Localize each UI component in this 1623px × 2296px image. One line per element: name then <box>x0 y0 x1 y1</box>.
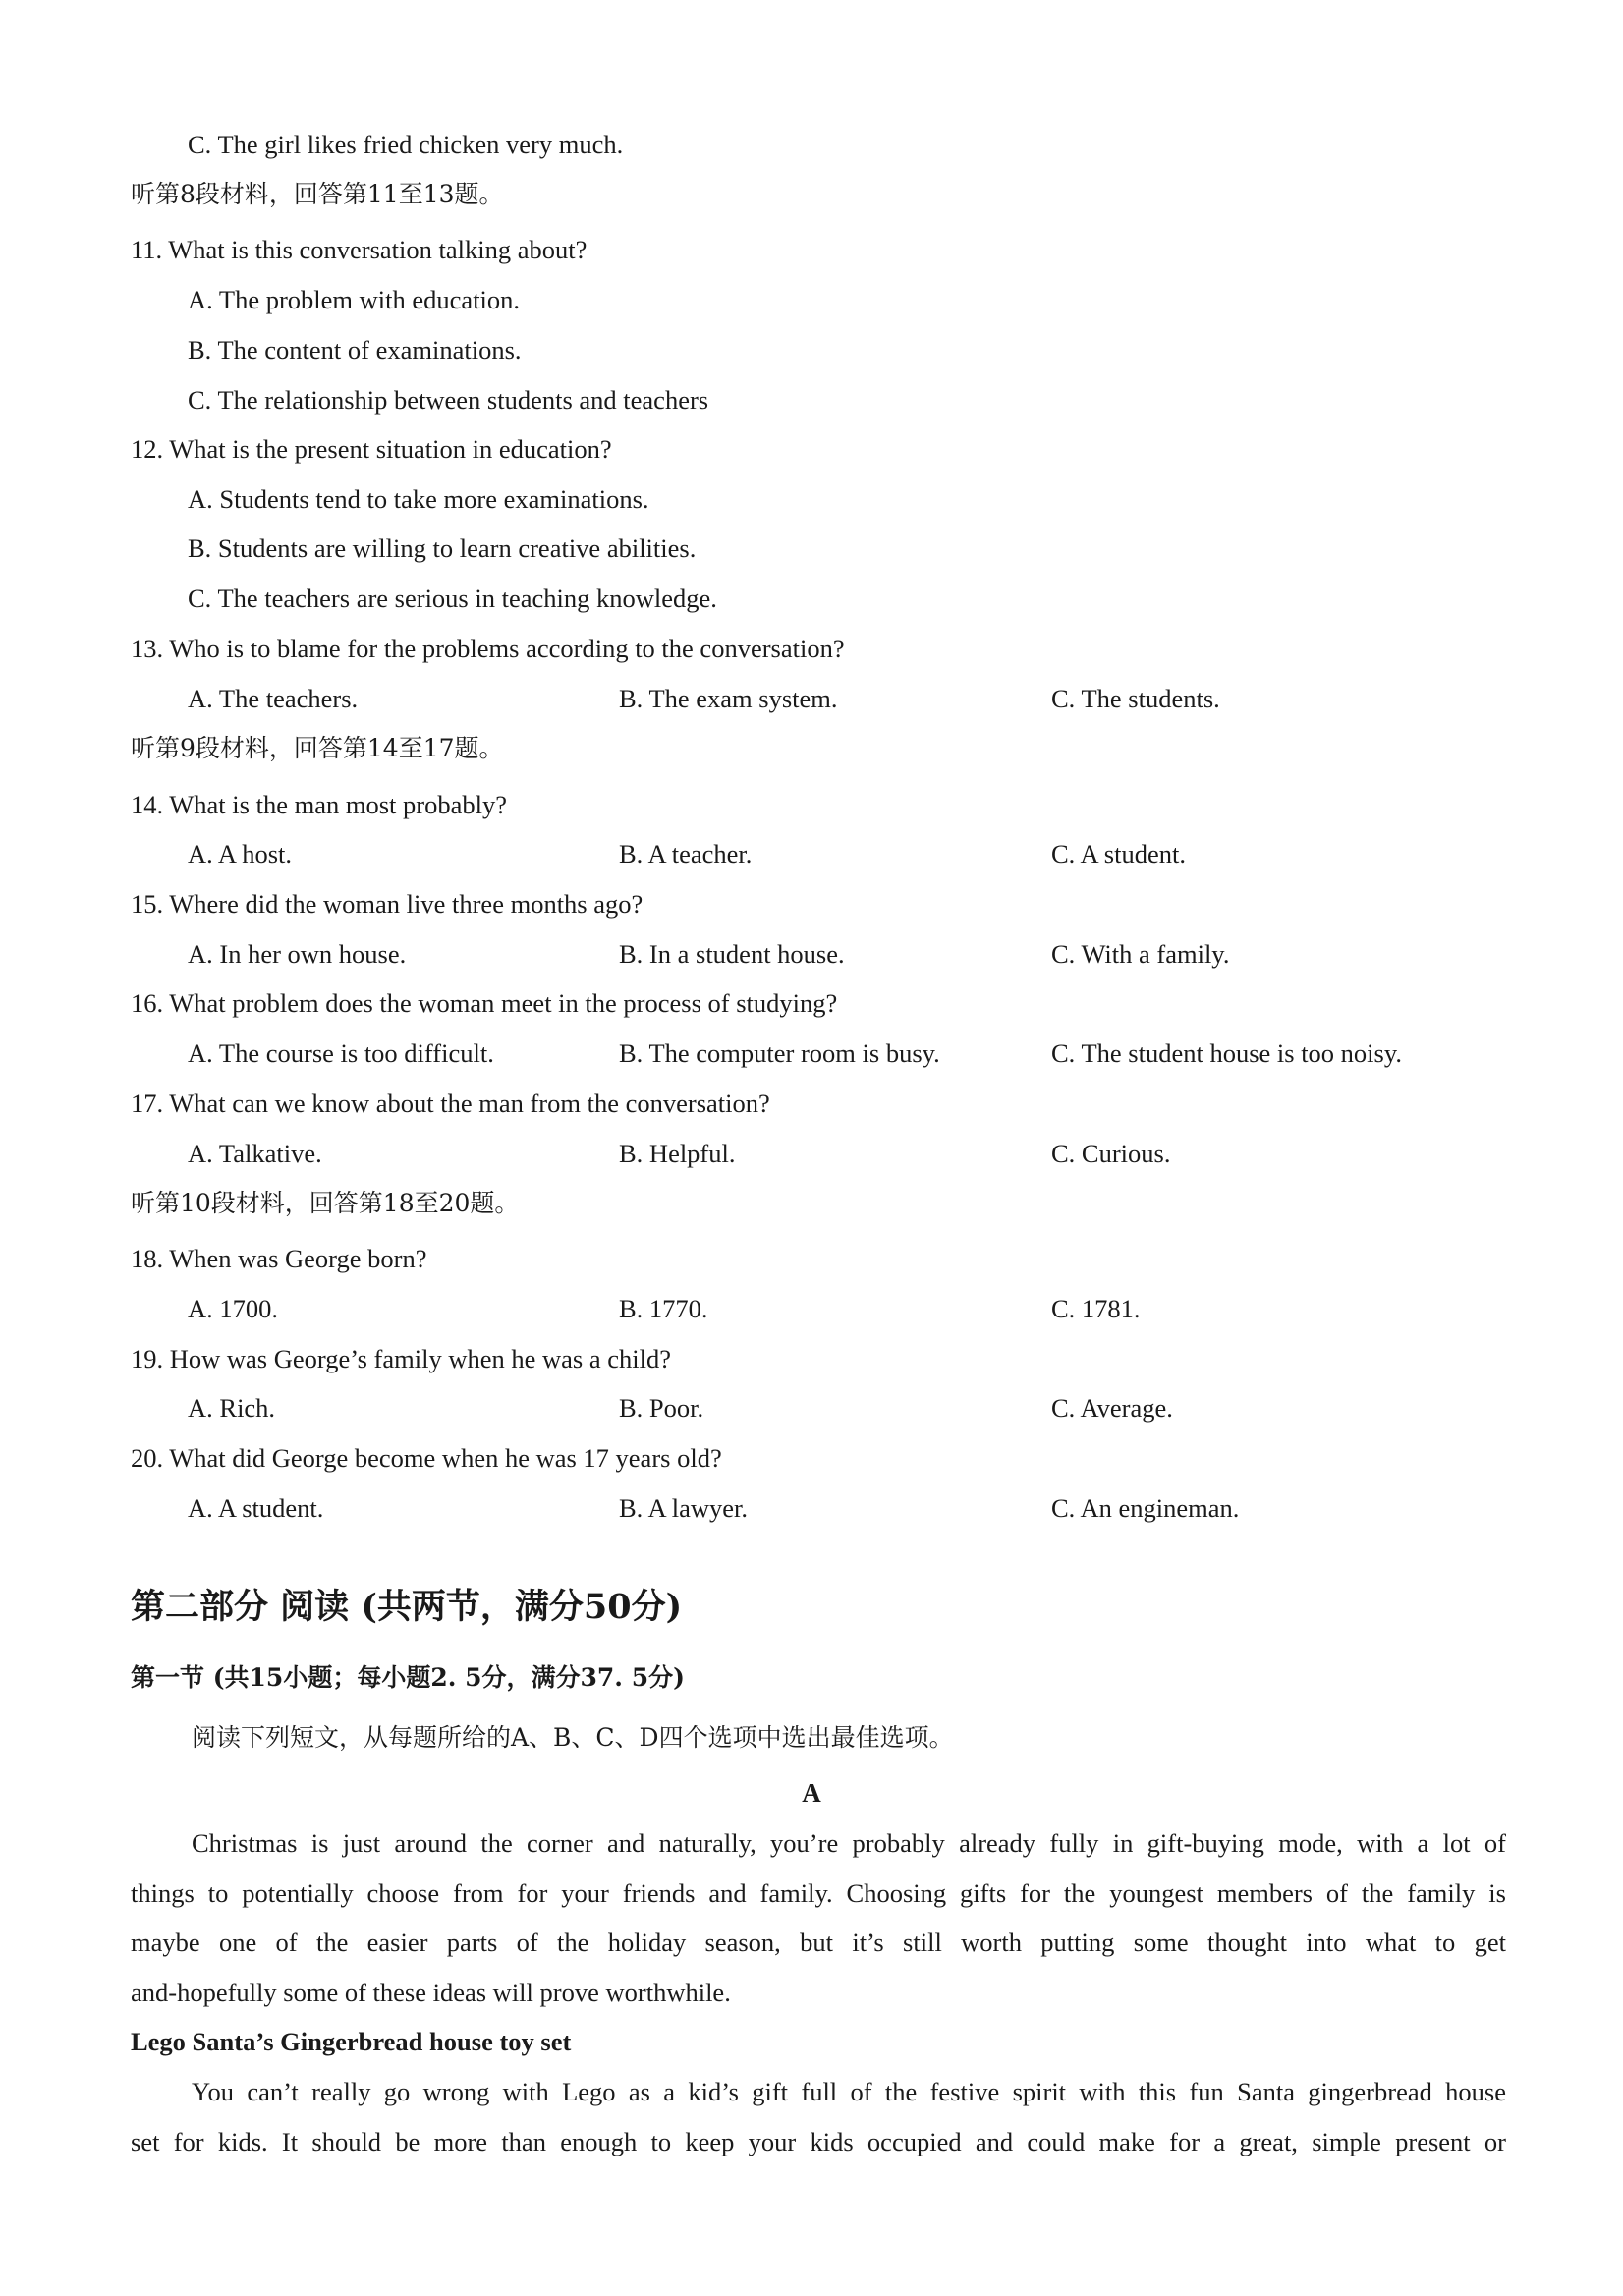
option-20c: C. An engineman. <box>1051 1493 1240 1523</box>
option-20a: A. A student. <box>188 1493 324 1523</box>
option-16b: B. The computer room is busy. <box>619 1038 940 1068</box>
paragraph-line: and-hopefully some of these ideas will prove worthwhile. <box>131 1977 731 2007</box>
option-16a: A. The course is too difficult. <box>188 1038 494 1068</box>
question-14: 14. What is the man most probably? <box>131 790 507 819</box>
question-20: 20. What did George become when he was 17 years old? <box>131 1443 722 1473</box>
question-11: 11. What is this conversation talking about? <box>131 235 588 264</box>
paragraph-line: maybe one of the easier parts of the holiday season, but it’s still worth putting some thought into what to get <box>131 1928 1506 1957</box>
option-12a: A. Students tend to take more examinations. <box>188 484 649 514</box>
option-19a: A. Rich. <box>188 1393 276 1423</box>
question-16: 16. What problem does the woman meet in the process of studying? <box>131 988 838 1018</box>
option-17c: C. Curious. <box>1051 1139 1171 1168</box>
option-15b: B. In a student house. <box>619 939 845 969</box>
section-instruction: 听第10段材料，回答第18至20题。 <box>131 1189 520 1217</box>
part-heading: 第二部分 阅读 (共两节，满分50分) <box>131 1587 683 1627</box>
option-17b: B. Helpful. <box>619 1139 736 1168</box>
option-14c: C. A student. <box>1051 839 1186 868</box>
question-15: 15. Where did the woman live three months ago? <box>131 889 644 919</box>
option-15c: C. With a family. <box>1051 939 1230 969</box>
question-12: 12. What is the present situation in education? <box>131 434 612 464</box>
option-18c: C. 1781. <box>1051 1294 1141 1323</box>
section-instruction: 听第8段材料，回答第11至13题。 <box>131 180 504 208</box>
option-11c: C. The relationship between students and teachers <box>188 385 709 415</box>
option-16c: C. The student house is too noisy. <box>1051 1038 1403 1068</box>
option-14b: B. A teacher. <box>619 839 753 868</box>
option-13b: B. The exam system. <box>619 684 838 713</box>
option-13c: C. The students. <box>1051 684 1220 713</box>
passage-paragraph <box>131 1819 1506 2017</box>
option-19b: B. Poor. <box>619 1393 704 1423</box>
option-13a: A. The teachers. <box>188 684 359 713</box>
option-20b: B. A lawyer. <box>619 1493 749 1523</box>
option-12b: B. Students are willing to learn creative abilities. <box>188 533 697 563</box>
question-18: 18. When was George born? <box>131 1244 427 1273</box>
option-11a: A. The problem with education. <box>188 285 521 314</box>
item-title: Lego Santa’s Gingerbread house toy set <box>131 2027 572 2056</box>
reading-instruction: 阅读下列短文，从每题所给的A、B、C、D四个选项中选出最佳选项。 <box>192 1723 954 1752</box>
option-11b: B. The content of examinations. <box>188 335 522 364</box>
section-heading: 第一节 (共15小题；每小题2. 5分，满分37. 5分) <box>131 1663 685 1692</box>
question-17: 17. What can we know about the man from the conversation? <box>131 1089 770 1118</box>
question-13: 13. Who is to blame for the problems according to the conversation? <box>131 634 845 663</box>
paragraph-line: Christmas is just around the corner and naturally, you’re probably already fully in gift-buying mode, with a lot of <box>192 1828 1506 1858</box>
passage-label: A <box>802 1778 821 1808</box>
section-instruction: 听第9段材料，回答第14至17题。 <box>131 734 504 762</box>
paragraph-line: set for kids. It should be more than enough to keep your kids occupied and could make for a great, simple present or <box>131 2126 1506 2156</box>
option-line: C. The girl likes fried chicken very much. <box>188 130 624 159</box>
option-14a: A. A host. <box>188 839 293 868</box>
question-19: 19. How was George’s family when he was a child? <box>131 1344 671 1373</box>
option-15a: A. In her own house. <box>188 939 407 969</box>
passage-paragraph <box>131 2067 1506 2166</box>
option-18a: A. 1700. <box>188 1294 279 1323</box>
option-12c: C. The teachers are serious in teaching knowledge. <box>188 584 717 613</box>
paragraph-line: You can’t really go wrong with Lego as a kid’s gift full of the festive spirit with this fun Santa gingerbread house <box>192 2077 1506 2106</box>
option-18b: B. 1770. <box>619 1294 708 1323</box>
option-17a: A. Talkative. <box>188 1139 322 1168</box>
option-19c: C. Average. <box>1051 1393 1173 1423</box>
paragraph-line: things to potentially choose from for your friends and family. Choosing gifts for the youngest members of the family is <box>131 1877 1506 1908</box>
